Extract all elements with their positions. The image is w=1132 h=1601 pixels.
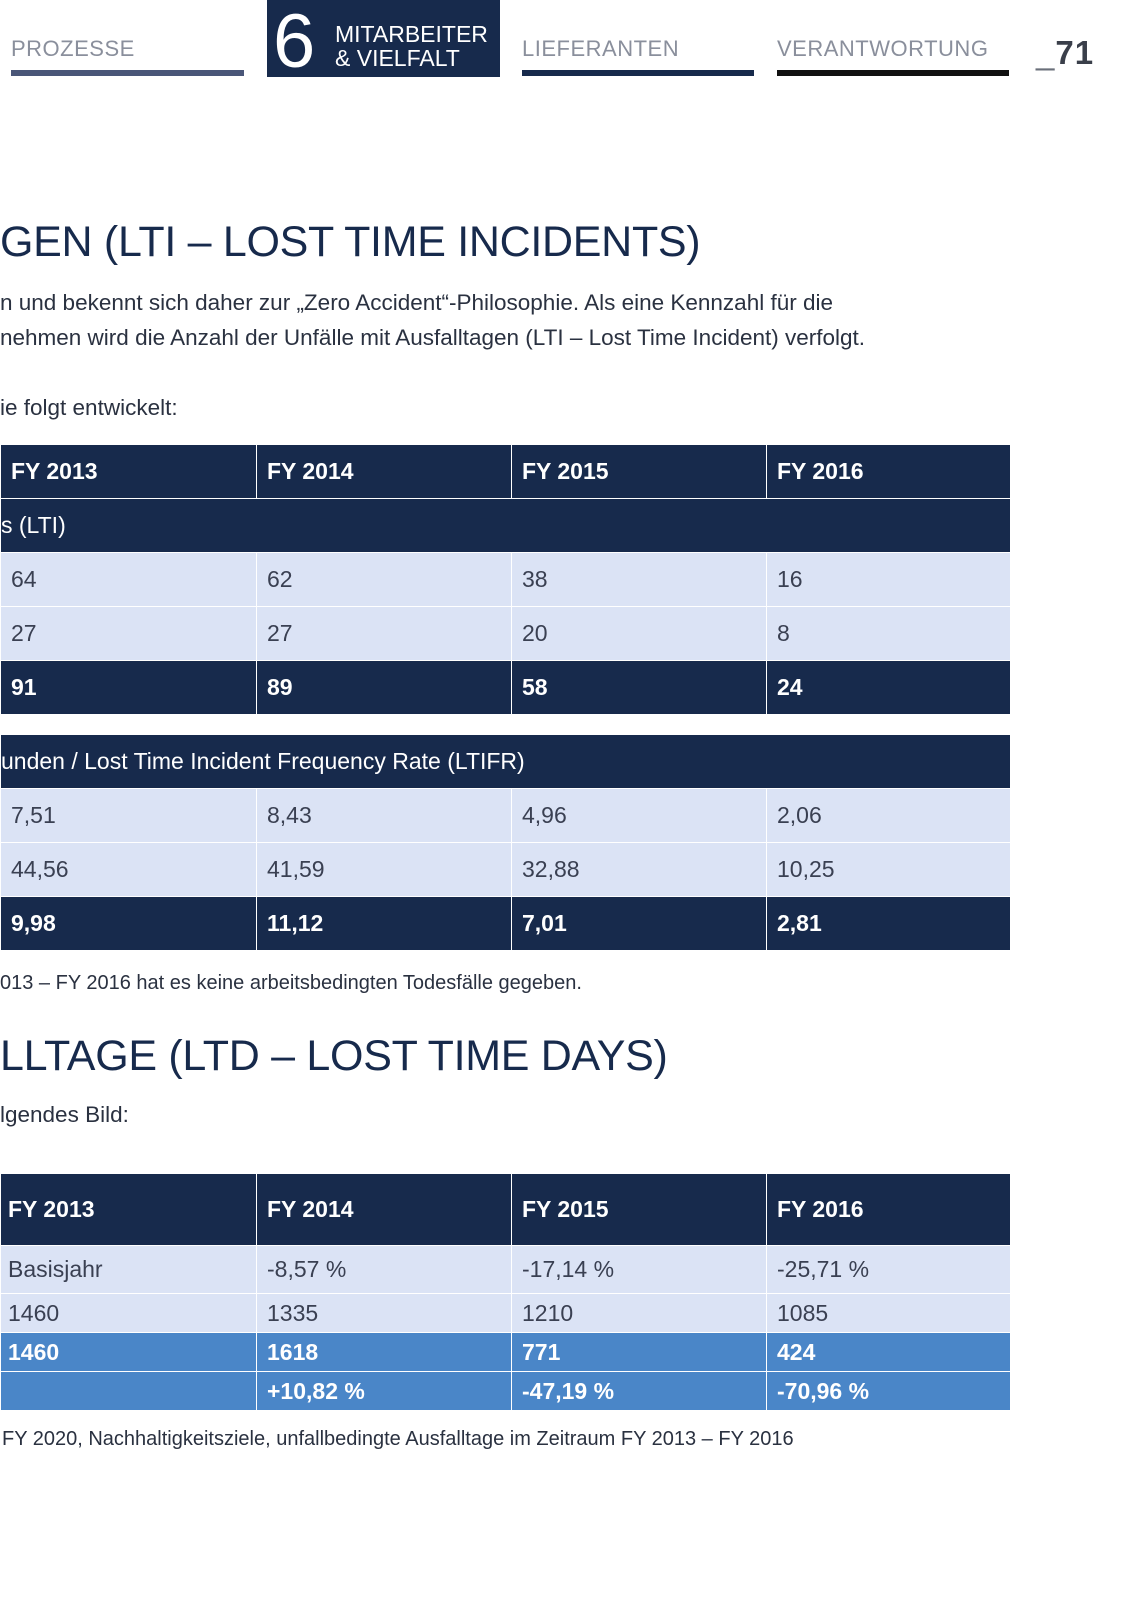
table-cell: 32,88 bbox=[512, 843, 767, 897]
table-cell: 27 bbox=[257, 607, 512, 661]
table-footnote: FY 2020, Nachhaltigkeitsziele, unfallbedingte Ausfalltage im Zeitraum FY 2013 – FY 2016 bbox=[2, 1428, 794, 1450]
table-cell: -17,14 % bbox=[512, 1246, 767, 1294]
table-cell: 89 bbox=[257, 661, 512, 715]
table-row bbox=[1, 1294, 1011, 1333]
column-header: FY 2015 bbox=[512, 1174, 767, 1246]
table-intro: ie folgt entwickelt: bbox=[0, 395, 178, 420]
table-footnote: 013 – FY 2016 hat es keine arbeitsbedingten Todesfälle gegeben. bbox=[0, 972, 582, 994]
table-spacer bbox=[1, 715, 1011, 735]
table-cell: 1085 bbox=[767, 1294, 1011, 1333]
table-cell: 2,81 bbox=[767, 897, 1011, 951]
body-text-line: nehmen wird die Anzahl der Unfälle mit Ausfalltagen (LTI – Lost Time Incident) verfolgt. bbox=[0, 325, 866, 350]
section-label: unden / Lost Time Incident Frequency Rate (LTIFR) bbox=[1, 735, 1011, 789]
table-cell: 424 bbox=[767, 1333, 1011, 1372]
table-cell: 1460 bbox=[1, 1294, 257, 1333]
table-header-row bbox=[1, 445, 1011, 499]
table-cell: 7,51 bbox=[1, 789, 257, 843]
table-cell: 91 bbox=[1, 661, 257, 715]
table-cell: 11,12 bbox=[257, 897, 512, 951]
table-cell: 24 bbox=[767, 661, 1011, 715]
nav-tab-active-mitarbeiter[interactable] bbox=[267, 0, 500, 84]
table-cell: -47,19 % bbox=[512, 1372, 767, 1411]
table-cell: 27 bbox=[1, 607, 257, 661]
table-row bbox=[1, 553, 1011, 607]
table-cell: 41,59 bbox=[257, 843, 512, 897]
table-cell: -8,57 % bbox=[257, 1246, 512, 1294]
nav-tab-lieferanten[interactable] bbox=[522, 0, 754, 78]
table-cell: 8 bbox=[767, 607, 1011, 661]
chapter-title-line2: & VIELFALT bbox=[335, 45, 460, 71]
table-highlight-row bbox=[1, 1333, 1011, 1372]
table-cell bbox=[1, 1372, 257, 1411]
table-cell: 1618 bbox=[257, 1333, 512, 1372]
page-number: _71 bbox=[1036, 34, 1095, 71]
ltd-table bbox=[0, 1173, 1011, 1411]
table-row bbox=[1, 607, 1011, 661]
table-cell: -70,96 % bbox=[767, 1372, 1011, 1411]
table-cell: 1210 bbox=[512, 1294, 767, 1333]
table-cell: -25,71 % bbox=[767, 1246, 1011, 1294]
section-label: s (LTI) bbox=[1, 499, 1011, 553]
table-cell: 9,98 bbox=[1, 897, 257, 951]
table-header-row bbox=[1, 1174, 1011, 1246]
table-cell: 64 bbox=[1, 553, 257, 607]
table-cell: 1460 bbox=[1, 1333, 257, 1372]
table-cell: 62 bbox=[257, 553, 512, 607]
lti-table bbox=[0, 444, 1011, 951]
table-intro: lgendes Bild: bbox=[0, 1102, 129, 1127]
nav-tab-label: VERANTWORTUNG bbox=[777, 36, 989, 61]
column-header: FY 2013 bbox=[1, 445, 257, 499]
table-cell: 58 bbox=[512, 661, 767, 715]
nav-tab-bar bbox=[11, 70, 244, 76]
section-heading-ltd: LLTAGE (LTD – LOST TIME DAYS) bbox=[0, 1032, 668, 1080]
table-cell: +10,82 % bbox=[257, 1372, 512, 1411]
table-cell: 16 bbox=[767, 553, 1011, 607]
table-row bbox=[1, 843, 1011, 897]
section-heading-lti: GEN (LTI – LOST TIME INCIDENTS) bbox=[0, 218, 701, 266]
nav-tab-prozesse[interactable] bbox=[11, 0, 244, 78]
column-header: FY 2016 bbox=[767, 445, 1011, 499]
column-header: FY 2014 bbox=[257, 1174, 512, 1246]
nav-tab-bar bbox=[777, 70, 1009, 76]
column-header: FY 2015 bbox=[512, 445, 767, 499]
table-total-row bbox=[1, 661, 1011, 715]
nav-tab-verantwortung[interactable] bbox=[777, 0, 1009, 78]
table-cell: 10,25 bbox=[767, 843, 1011, 897]
column-header: FY 2013 bbox=[1, 1174, 257, 1246]
table-row bbox=[1, 1246, 1011, 1294]
table-section-row bbox=[1, 499, 1011, 553]
chapter-title-line1: MITARBEITER bbox=[335, 21, 488, 47]
table-cell: 8,43 bbox=[257, 789, 512, 843]
table-cell: 2,06 bbox=[767, 789, 1011, 843]
table-cell: 4,96 bbox=[512, 789, 767, 843]
table-row bbox=[1, 789, 1011, 843]
nav-tab-bar bbox=[522, 70, 754, 76]
table-cell: Basisjahr bbox=[1, 1246, 257, 1294]
nav-tab-label: LIEFERANTEN bbox=[522, 36, 680, 61]
chapter-number: 6 bbox=[273, 0, 316, 84]
table-cell: 44,56 bbox=[1, 843, 257, 897]
table-highlight-row bbox=[1, 1372, 1011, 1411]
table-cell: 1335 bbox=[257, 1294, 512, 1333]
table-cell: 771 bbox=[512, 1333, 767, 1372]
body-text-line: n und bekennt sich daher zur „Zero Accident“-Philosophie. Als eine Kennzahl für die bbox=[0, 290, 833, 315]
column-header: FY 2016 bbox=[767, 1174, 1011, 1246]
table-cell: 38 bbox=[512, 553, 767, 607]
table-total-row bbox=[1, 897, 1011, 951]
nav-tab-label: PROZESSE bbox=[11, 36, 135, 61]
table-cell: 20 bbox=[512, 607, 767, 661]
table-cell: 7,01 bbox=[512, 897, 767, 951]
table-section-row bbox=[1, 735, 1011, 789]
column-header: FY 2014 bbox=[257, 445, 512, 499]
